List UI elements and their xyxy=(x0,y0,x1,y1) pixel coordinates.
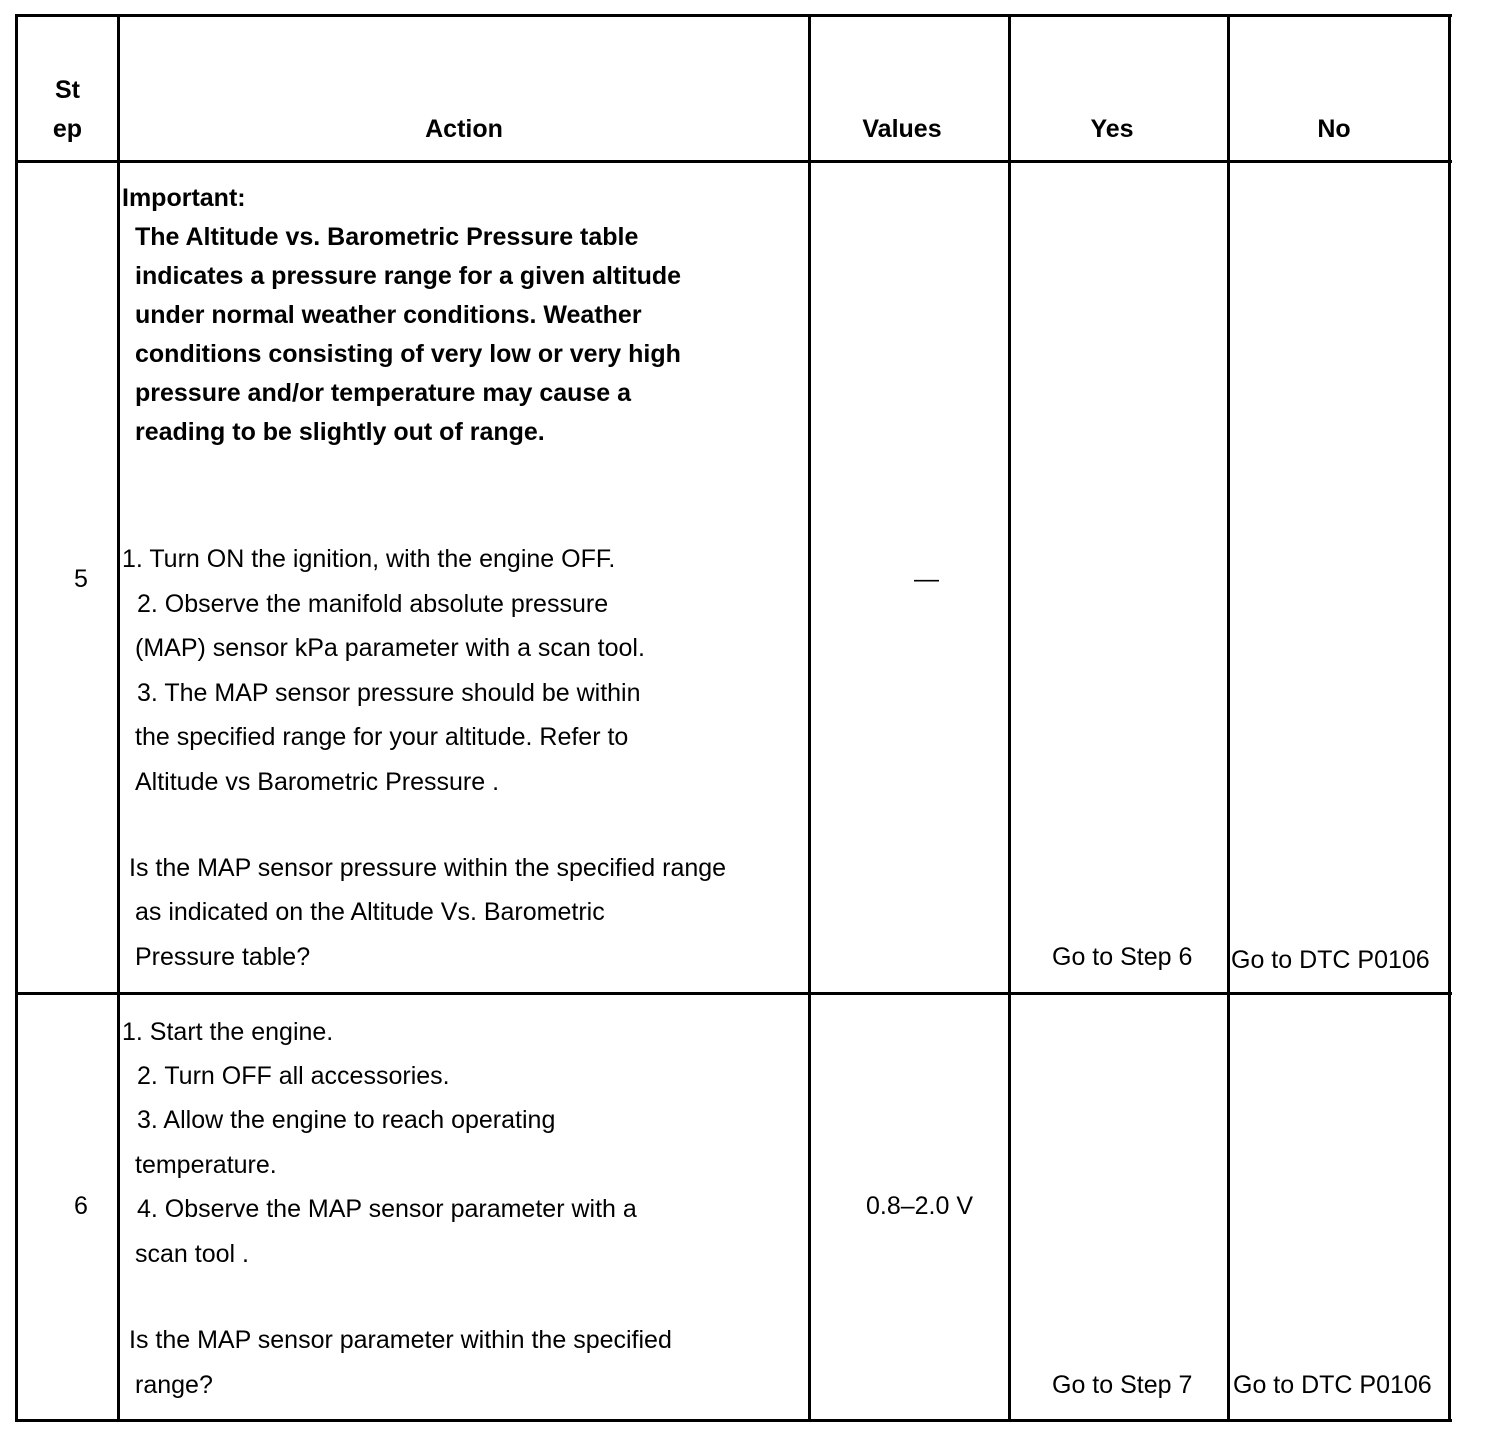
step-number: 6 xyxy=(74,1192,88,1220)
important-note-line: The Altitude vs. Barometric Pressure table xyxy=(135,223,639,251)
column-divider-action xyxy=(808,14,811,1422)
step-number: 5 xyxy=(74,565,88,593)
important-note-line: reading to be slightly out of range. xyxy=(135,418,545,446)
value-cell: 0.8–2.0 V xyxy=(866,1192,974,1220)
important-note-line: indicates a pressure range for a given altitude xyxy=(135,262,682,290)
column-divider-yes xyxy=(1227,14,1230,1422)
action-step-line: 3. Allow the engine to reach operating xyxy=(137,1106,556,1134)
no-cell: Go to DTC P0106 xyxy=(1233,1371,1432,1399)
header-yes: Yes xyxy=(1090,115,1134,143)
action-step-line: the specified range for your altitude. Refer to xyxy=(135,723,629,751)
header-action: Action xyxy=(425,115,503,143)
header-step-line1: St xyxy=(55,76,80,104)
important-label: Important: xyxy=(122,184,246,212)
table-border-top xyxy=(15,14,1452,17)
yes-cell: Go to Step 7 xyxy=(1052,1371,1193,1399)
action-step-line: 1. Turn ON the ignition, with the engine OFF. xyxy=(122,545,616,573)
table-border-right xyxy=(1448,14,1451,1422)
action-step-line: (MAP) sensor kPa parameter with a scan tool. xyxy=(135,634,645,662)
table-border-left xyxy=(15,14,18,1422)
yes-cell: Go to Step 6 xyxy=(1052,943,1193,971)
question-line: Is the MAP sensor parameter within the specified xyxy=(129,1326,672,1354)
action-step-line: 2. Observe the manifold absolute pressure xyxy=(137,590,609,618)
action-step-line: 4. Observe the MAP sensor parameter with a xyxy=(137,1195,637,1223)
question-line: Is the MAP sensor pressure within the specified range xyxy=(129,854,727,882)
question-line: as indicated on the Altitude Vs. Barometric xyxy=(135,898,605,926)
header-divider xyxy=(15,160,1452,163)
header-no: No xyxy=(1317,115,1351,143)
question-line: Pressure table? xyxy=(135,943,311,971)
header-step-line2: ep xyxy=(52,115,83,143)
question-line: range? xyxy=(135,1371,213,1399)
header-values: Values xyxy=(862,115,942,143)
column-divider-values xyxy=(1008,14,1011,1422)
column-divider-step xyxy=(117,14,120,1422)
row-divider xyxy=(15,992,1452,995)
action-step-line: 3. The MAP sensor pressure should be within xyxy=(137,679,641,707)
table-border-bottom xyxy=(15,1419,1452,1422)
action-step-line: 1. Start the engine. xyxy=(122,1018,334,1046)
action-step-line: Altitude vs Barometric Pressure . xyxy=(135,768,500,796)
action-step-line: temperature. xyxy=(135,1151,277,1179)
important-note-line: pressure and/or temperature may cause a xyxy=(135,379,632,407)
value-cell: — xyxy=(914,565,939,593)
important-note-line: under normal weather conditions. Weather xyxy=(135,301,642,329)
action-step-line: scan tool . xyxy=(135,1240,249,1268)
action-step-line: 2. Turn OFF all accessories. xyxy=(137,1062,450,1090)
no-cell: Go to DTC P0106 xyxy=(1231,946,1430,974)
important-note-line: conditions consisting of very low or very high xyxy=(135,340,681,368)
